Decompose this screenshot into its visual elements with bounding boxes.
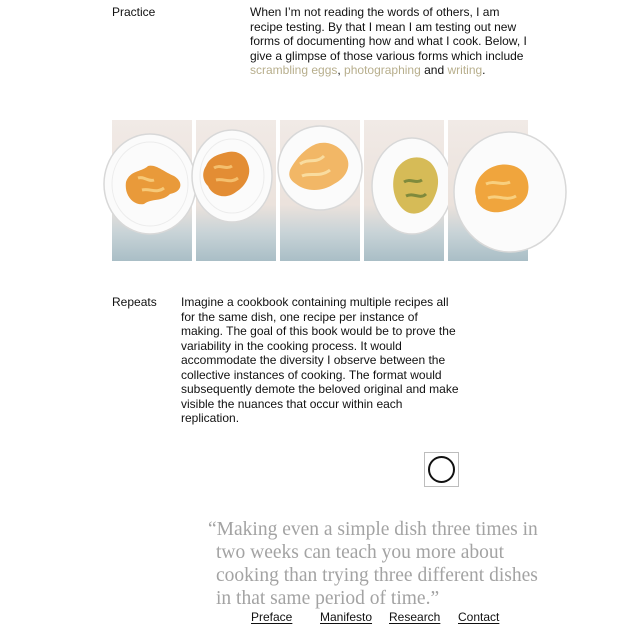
circle-icon <box>428 456 455 483</box>
nav-research-link[interactable]: Research <box>389 610 441 624</box>
separator-period: . <box>482 63 486 77</box>
egg-photo-5[interactable] <box>448 120 528 261</box>
separator-and: and <box>420 63 448 77</box>
photographing-link[interactable]: photographing <box>344 63 421 77</box>
separator-comma: , <box>337 63 345 77</box>
egg-photo-1[interactable] <box>112 120 192 261</box>
writing-link[interactable]: writing <box>447 63 483 77</box>
repeats-text: Imagine a cookbook containing multiple recipes all for the same dish, one recipe per instance of making. The goal of this book would be to prove the variability in the cooking process. It would accommodate the diversity I observe between the collective instances of cooking. The format would subsequently demote the beloved original and make visible the nuances that occur within each replication. <box>181 295 459 425</box>
nav-preface-link[interactable]: Preface <box>251 610 293 624</box>
photo-strip[interactable] <box>112 120 528 261</box>
nav-contact-link[interactable]: Contact <box>458 610 500 624</box>
repeats-label: Repeats <box>112 295 157 309</box>
circle-button[interactable] <box>424 452 459 487</box>
practice-text <box>250 5 530 78</box>
footer-nav <box>0 609 640 629</box>
egg-photo-2[interactable] <box>196 120 276 261</box>
egg-photo-3[interactable] <box>280 120 360 261</box>
egg-photo-4[interactable] <box>364 120 444 261</box>
quote-block <box>205 518 545 609</box>
practice-label: Practice <box>112 5 156 19</box>
practice-text-body: When I’m not reading the words of others, I am recipe testing. By that I mean I am testing out new forms of documenting how and what I cook. Below, I give a glimpse of those various forms which include <box>250 5 527 63</box>
scrambling-eggs-link[interactable]: scrambling eggs <box>250 63 338 77</box>
nav-manifesto-link[interactable]: Manifesto <box>320 610 373 624</box>
quote-text: “Making even a simple dish three times in two weeks can teach you more about cooking than trying three different dishes in that same period of time.” <box>208 519 538 609</box>
